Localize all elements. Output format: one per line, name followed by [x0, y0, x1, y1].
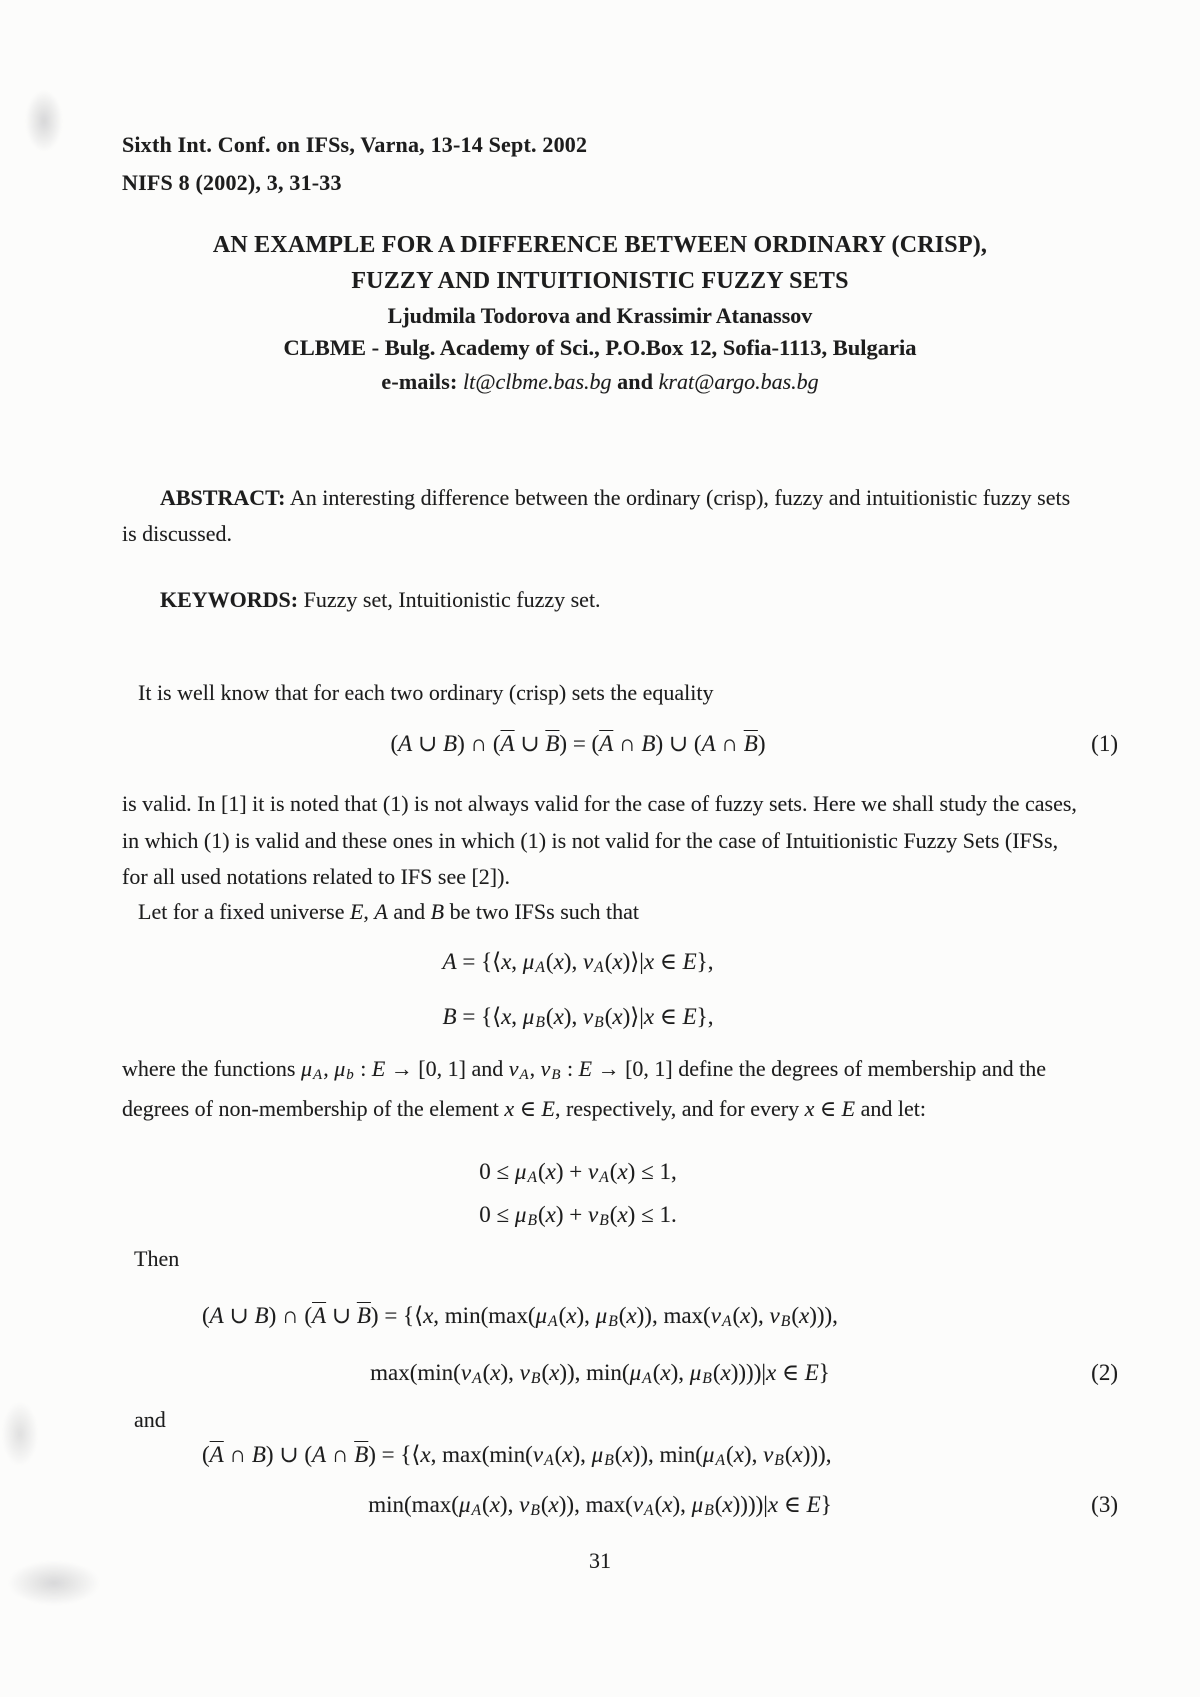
conference-header-line-1: Sixth Int. Conf. on IFSs, Varna, 13-14 Sept. 2002 [122, 132, 588, 157]
paper-title-line-2: FUZZY AND INTUITIONISTIC FUZZY SETS [351, 268, 849, 294]
authors-line: Ljudmila Todorova and Krassimir Atanassov [387, 303, 813, 328]
equation-3-line-1: ($\overline{A}$ ∩ B) ∪ (A ∩ $\overline{B}$) = {⟨x, max(min(νA(x), μB(x)), min(μA(x), νB(x))), [202, 1442, 832, 1470]
equation-3-line-2-body: min(max(μA(x), νB(x)), max(νA(x), μB(x))))|x ∈ E} [368, 1492, 832, 1520]
scan-artifact-top-left [18, 78, 70, 164]
equation-3-number: (3) [1091, 1492, 1118, 1517]
and-word: and [134, 1407, 166, 1432]
emails-label: e-mails: [381, 369, 458, 394]
inequality-B [122, 1200, 1078, 1236]
paper-title-line-1: AN EXAMPLE FOR A DIFFERENCE BETWEEN ORDINARY (CRISP), [212, 232, 988, 258]
paragraph-equality-intro: It is well know that for each two ordinary (crisp) sets the equality [138, 680, 714, 705]
abstract-paragraph [122, 480, 1078, 552]
scan-artifact-bottom-left-2 [0, 1552, 118, 1614]
definition-set-B-body: B = {⟨x, μB(x), νB(x)⟩|x ∈ E}, [442, 1004, 714, 1032]
emails-line [122, 369, 1078, 395]
email-address-1: lt@clbme.bas.bg [463, 369, 612, 394]
abstract-text: An interesting difference between the ordinary (crisp), fuzzy and intuitionistic fuzzy sets is discussed. [122, 485, 1071, 546]
page-number: 31 [589, 1548, 611, 1573]
paragraph-validity: is valid. In [1] it is noted that (1) is not always valid for the case of fuzzy sets. Here we shall study the cases, in which (1) is valid and these ones in which (1) is not valid for the case of Intuitionistic Fuzzy Sets (IFSs, for all used notations related to IFS see [2]). [122, 791, 1077, 889]
equation-2-number: (2) [1091, 1360, 1118, 1385]
keywords-text: Fuzzy set, Intuitionistic fuzzy set. [303, 587, 601, 612]
definition-set-B [122, 1002, 1078, 1038]
equation-1-body: (A ∪ B) ∩ ($\overline{A}$ ∪ $\overline{B}) = (\overline{A}$ ∩ B) ∪ (A ∩ $\overline{B}$) [390, 731, 766, 756]
abstract-label: ABSTRACT: [160, 485, 286, 510]
emails-and-word: and [617, 369, 654, 394]
equation-3-line-2 [122, 1490, 1118, 1526]
conference-header [122, 126, 1078, 202]
equation-2-line-1: (A ∪ B) ∩ ($\overline{A}$ ∪ $\overline{B}$) = {⟨x, min(max(μA(x), μB(x)), max(νA(x), νB(x))), [202, 1303, 838, 1331]
email-address-2: krat@argo.bas.bg [658, 369, 819, 394]
equation-2-line-2-body: max(min(νA(x), νB(x)), min(μA(x), μB(x))))|x ∈ E} [370, 1360, 830, 1388]
then-word: Then [134, 1246, 180, 1271]
conference-header-line-2: NIFS 8 (2002), 3, 31-33 [122, 170, 342, 195]
inequality-A-body: 0 ≤ μA(x) + νA(x) ≤ 1, [479, 1159, 677, 1187]
scan-artifact-bottom-left [0, 1388, 46, 1480]
paragraph-membership-functions: where the functions μA, μb : E → [0, 1] and νA, νB : E → [0, 1] define the degrees of membership and the degrees of non-membership of the element x ∈ E, respectively, and for every x ∈ E and let: [122, 1056, 1047, 1122]
keywords-label: KEYWORDS: [160, 587, 299, 612]
equation-1-number: (1) [1091, 731, 1118, 756]
equation-2-line-2 [122, 1358, 1118, 1394]
affiliation-line: CLBME - Bulg. Academy of Sci., P.O.Box 12, Sofia-1113, Bulgaria [283, 335, 917, 360]
inequality-B-body: 0 ≤ μB(x) + νB(x) ≤ 1. [479, 1202, 677, 1230]
keywords-paragraph [122, 582, 1078, 618]
definition-set-A-body: A = {⟨x, μA(x), νA(x)⟩|x ∈ E}, [442, 949, 714, 977]
paragraph-fixed-universe: Let for a fixed universe E, A and B be two IFSs such that [138, 899, 640, 924]
definition-set-A [122, 947, 1078, 983]
equation-1 [122, 729, 1118, 759]
inequality-A [122, 1157, 1078, 1193]
